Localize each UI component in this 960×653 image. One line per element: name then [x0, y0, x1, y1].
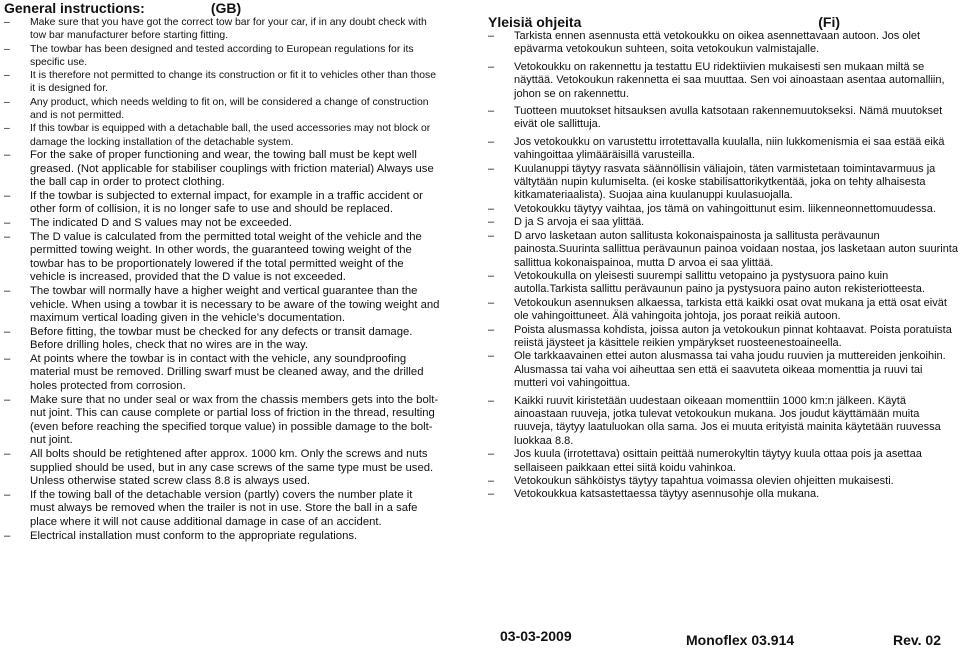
list-item-text: Any product, which needs welding to fit on, will be considered a change of construction and is not permitted. — [30, 96, 429, 122]
list-item — [488, 488, 958, 501]
list-item — [4, 530, 440, 544]
list-item-text: Ole tarkkaavainen ettei auton alusmassa tai vaha joudu ruuvien ja muttereiden jenkoihin. Alusmassa tai vaha voi aiheuttaa sen että ei saavuteta oikeaa momenttia ja ruuvi tai mutteri voi vahingoittua. — [514, 350, 946, 390]
dash-bullet: – — [488, 135, 495, 148]
dash-bullet: – — [488, 475, 495, 487]
dash-bullet: – — [4, 230, 11, 243]
list-item-text: It is therefore not permitted to change its construction or fit it to vehicles other than those it is designed for. — [30, 70, 437, 95]
dash-bullet: – — [488, 350, 495, 363]
list-item — [488, 350, 958, 390]
list-item — [4, 231, 440, 285]
list-item — [4, 149, 440, 190]
dash-bullet: – — [488, 162, 495, 175]
dash-bullet: – — [4, 352, 11, 365]
dash-bullet: – — [4, 284, 11, 297]
list-item-text: The towbar has been designed and tested according to European regulations for its specific use. — [30, 43, 414, 68]
dash-bullet: – — [488, 296, 495, 309]
list-item — [488, 216, 958, 229]
list-item-text: The D value is calculated from the permitted total weight of the vehicle and the permitted towing weight. In other words, the guaranteed towing weight of the towbar has to be proportionately lowered if the total permitted weight of the vehicle is increased, provided that the D value is not exceeded. — [30, 230, 422, 284]
list-item-text: If this towbar is equipped with a detachable ball, the used accessories may not block or damage the locking installation of the detachable system. — [30, 123, 431, 148]
revision-number: Rev. 02 — [893, 632, 941, 648]
list-item — [4, 489, 440, 530]
dash-bullet: – — [4, 43, 10, 55]
list-item — [488, 163, 958, 203]
list-item — [488, 105, 958, 132]
list-item-text: Tuotteen muutokset hitsauksen avulla katsotaan rakennemuutokseksi. Nämä muutokset eivät ole sallittuja. — [514, 105, 943, 131]
list-item — [4, 353, 440, 394]
gb-title: General instructions: — [4, 0, 145, 16]
dash-bullet: – — [4, 70, 10, 82]
fi-title: Yleisiä ohjeita — [488, 14, 582, 30]
list-item — [4, 122, 440, 149]
document-footer — [0, 620, 960, 653]
list-item — [488, 30, 958, 57]
list-item — [4, 326, 440, 353]
dash-bullet: – — [488, 105, 495, 118]
list-item-text: Tarkista ennen asennusta että vetokoukku on oikea asennettavaan autoon. Jos olet epävarma vetokoukun suhteen, soita vetokoukun valmistajalle. — [514, 30, 921, 56]
dash-bullet: – — [4, 123, 10, 135]
list-item-text: If the towbar is subjected to external impact, for example in a traffic accident or other form of collision, it is no longer safe to use and should be replaced. — [30, 189, 423, 216]
fi-lang-code: (Fi) — [818, 14, 840, 30]
list-item-text: At points where the towbar is in contact with the vehicle, any soundproofing material must be removed. Drilling swarf must be cleaned away, and the drilled holes protected from corrosion. — [30, 352, 424, 393]
list-item — [488, 395, 958, 449]
list-item — [4, 285, 440, 326]
list-item — [488, 203, 958, 216]
dash-bullet: – — [4, 216, 11, 229]
dash-bullet: – — [488, 269, 495, 282]
list-item — [4, 448, 440, 489]
dash-bullet: – — [4, 448, 11, 461]
list-item — [4, 43, 440, 70]
dash-bullet: – — [488, 448, 495, 461]
dash-bullet: – — [488, 394, 495, 407]
list-item-text: The towbar will normally have a higher weight and vertical guarantee than the vehicle. When using a towbar it is necessary to be aware of the towing weight and maximum vertical loading given in the vehicle’s documentation. — [30, 284, 440, 325]
list-item-text: Poista alusmassa kohdista, joissa auton ja vetokoukun pinnat kohtaavat. Poista poratuista reiistä jäysteet ja käsittele reikien ympärykset ruosteenestoaineella. — [514, 323, 952, 349]
list-item-text: All bolts should be retightened after approx. 1000 km. Only the screws and nuts supplied should be used, but in any case screws of the same type must be used. Unless otherwise stated screw class 8.8 is always used. — [30, 448, 434, 488]
list-item-text: D ja S arvoja ei saa ylittää. — [514, 216, 645, 229]
list-item — [4, 394, 440, 448]
list-item — [488, 448, 958, 475]
dash-bullet: – — [4, 393, 11, 406]
dash-bullet: – — [4, 148, 11, 161]
list-item-text: Vetokoukku on rakennettu ja testattu EU ridektiivien mukaisesti sen mukaan miltä se näyttää. Vetokoukun rakennetta ei saa muuttaa. Sen voi ainoastaan asentaa automalliin, johon se on rakennettu. — [514, 60, 945, 100]
list-item-text: If the towing ball of the detachable version (partly) covers the number plate it must always be removed when the trailer is not in use. Store the ball in a safe place where it will not cause additional damage in case of an accident. — [30, 488, 418, 528]
list-item-text: Make sure that you have got the correct tow bar for your car, if in any doubt check with tow bar manufacturer before starting fitting. — [30, 17, 427, 42]
list-item-text: Before fitting, the towbar must be checked for any defects or transit damage. Before drilling holes, check that no wires are in the way. — [30, 325, 413, 352]
list-item-text: The indicated D and S values may not be exceeded. — [30, 216, 292, 229]
dash-bullet: – — [4, 529, 11, 542]
list-item-text: Kuulanuppi täytyy rasvata säännöllisin väliajoin, täten varmistetaan toimintavarmuus ja vältytään nupin kulumiselta. (ei koske stabilisattorikytkentää, joka on tehty alhaisesta kitkamateriaalista). Suojaa aina kuulanuppi kuulasuojalla. — [514, 162, 936, 202]
list-item-text: D arvo lasketaan auton sallitusta kokonaispainosta ja sallitusta perävaunun painosta.Suurinta sallittua perävaunun painoa voidaan nostaa, jos lasketaan auton suurinta sallittua kokonaispainoa, mutta D arvoa ei saa ylittää. — [514, 229, 958, 269]
fi-header — [488, 14, 958, 30]
list-item — [488, 230, 958, 270]
dash-bullet: – — [488, 202, 495, 215]
list-item-text: Make sure that no under seal or wax from the chassis members gets into the bolt-nut joint. This can cause complete or partial loss of friction in the thread, resulting (even before reaching the specified torque value) in possible damage to the bolt-nut joint. — [30, 393, 439, 447]
product-model: Monoflex 03.914 — [686, 632, 795, 648]
dash-bullet: – — [4, 17, 10, 28]
list-item-text: Vetokoukun sähköistys täytyy tapahtua voimassa olevien ohjeitten mukaisesti. — [514, 475, 894, 487]
gb-instruction-list — [4, 16, 440, 543]
list-item-text: Vetokoukkua katsastettaessa täytyy asennusohje olla mukana. — [514, 488, 820, 501]
list-item — [4, 96, 440, 123]
list-item-text: Vetokoukulla on yleisesti suurempi sallittu vetopaino ja pystysuora paino kuin autolla.Tarkista sallittu perävaunun paino ja pystysuora paino auton rekisteriotteesta. — [514, 269, 925, 296]
gb-column — [4, 0, 440, 543]
list-item-text: Jos vetokoukku on varustettu irrotettavalla kuulalla, niin lukkomenismia ei saa estää eikä vahingoittaa ylimääräisillä varusteilla. — [514, 135, 945, 162]
dash-bullet: – — [488, 216, 495, 229]
list-item-text: Jos kuula (irrotettava) osittain peittää numerokyltin täytyy kuula ottaa pois ja asettaa sellaiseen paikkaan ettei siitä koidu vahinkoa. — [514, 448, 922, 474]
dash-bullet: – — [4, 96, 10, 108]
list-item-text: Vetokoukku täytyy vaihtaa, jos tämä on vahingoittunut esim. liikenneonnettomuudessa. — [514, 202, 936, 215]
list-item-text: Kaikki ruuvit kiristetään uudestaan oikeaan momenttiin 1000 km:n jälkeen. Käytä ainoastaan ruuveja, jotka tulevat vetokoukun mukana. Jos joudut käyttämään muita ruuveja, täytyy laatuluokan olla sama. Jos ei muuta erityistä mainita käytetään ruuvessa luokkaa 8.8. — [514, 394, 941, 447]
list-item-text: Electrical installation must conform to the appropriate regulations. — [30, 529, 358, 542]
revision-date: 03-03-2009 — [500, 628, 572, 644]
gb-header — [4, 0, 440, 16]
list-item — [488, 324, 958, 351]
list-item — [4, 69, 440, 96]
list-item-text: Vetokoukun asennuksen alkaessa, tarkista että kaikki osat ovat mukana ja että osat eivät ole vahingoittuneet. Älä vahingoita johtoja, jos poraat reikiä autoon. — [514, 296, 947, 323]
list-item — [488, 61, 958, 101]
dash-bullet: – — [4, 325, 11, 338]
dash-bullet: – — [4, 189, 11, 202]
list-item — [488, 136, 958, 163]
list-item — [4, 16, 440, 43]
list-item — [488, 270, 958, 297]
list-item — [4, 190, 440, 217]
list-item — [488, 475, 958, 488]
dash-bullet: – — [488, 323, 495, 336]
dash-bullet: – — [488, 229, 495, 242]
list-item — [4, 217, 440, 231]
dash-bullet: – — [4, 488, 11, 501]
gb-lang-code: (GB) — [210, 0, 242, 16]
list-item-text: For the sake of proper functioning and wear, the towing ball must be kept well greased. (Not applicable for stabiliser couplings with friction material) Always use the ball cap in order to protect clothing. — [30, 148, 434, 189]
list-item — [488, 297, 958, 324]
dash-bullet: – — [488, 60, 495, 73]
fi-column — [488, 14, 958, 502]
dash-bullet: – — [488, 488, 495, 501]
dash-bullet: – — [488, 30, 495, 42]
fi-instruction-list — [488, 30, 958, 502]
